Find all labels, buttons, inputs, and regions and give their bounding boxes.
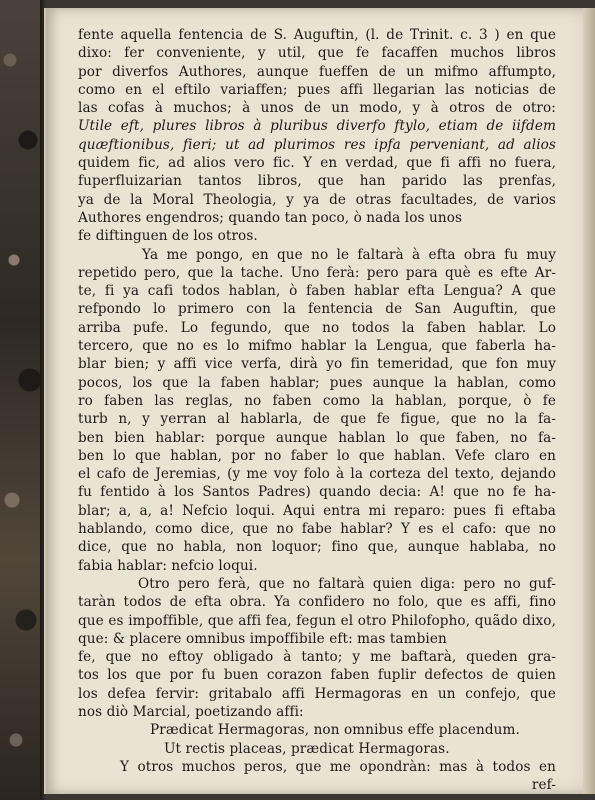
text-line: las cofas à muchos; à unos de un modo, y à otros de otro:: [78, 100, 556, 117]
text-line: fuperfluizarian tantos libros, que han parido las prenfas,: [78, 173, 556, 190]
paragraph-start: Otro pero ferà, que no faltarà quien diga: pero no guf-: [138, 575, 556, 592]
text-line: fabia hablar: nefcio loqui.: [78, 557, 258, 574]
marbled-cover-board: [0, 0, 46, 800]
text-line: ben bien hablar: porque aunque hablan lo que faben, no fa-: [78, 429, 556, 446]
page-edge: [583, 8, 595, 794]
text-line: los defea fervir: gritabalo affi Hermagoras en un confejo, que: [78, 685, 556, 702]
text-line: por diverfos Authores, aunque fueffen de un mifmo affumpto,: [78, 63, 556, 80]
paragraph-start: Ya me pongo, en que no le faltarà à efta obra fu muy: [142, 246, 556, 263]
catchword: ref-: [531, 777, 556, 794]
text-line: blar bien; y affi vice verfa, dirà yo fin temeridad, que fon muy: [78, 356, 556, 373]
text-line: taràn todos de efta obra. Ya confidero no folo, que es affi, fino: [78, 594, 556, 611]
text-line: blar; a, a, a! Nefcio loqui. Aqui entra mi reparo: pues fi eftaba: [78, 502, 556, 519]
text-line: que es impoffible, que affi fea, fegun el otro Philofopho, quãdo dixo, que: & placere omnibus impoffibile eft: mas tambien: [78, 612, 556, 647]
text-line: fe, que no eftoy obligado à tanto; y me baftarà, queden gra-: [78, 649, 556, 666]
text-line: fe diftinguen de los otros.: [78, 228, 258, 245]
text-line: nos diò Marcial, poetizando affi:: [78, 703, 304, 720]
text-line: fente aquella fentencia de S. Auguftin, (l. de Trinit. c. 3 ) en que: [78, 27, 556, 43]
text-line: como en el eftilo variaffen; pues affi llegarian las noticias de: [78, 81, 556, 98]
text-line: dice, que no habla, non loquor; fino que, aunque hablaba, no: [78, 539, 556, 556]
text-line: fu fentido à los Santos Padres) quando decia: A! que no fe ha-: [78, 484, 556, 501]
text-line: quidem fic, ad alios vero fic. Y en verdad, que fi affi no fuera,: [78, 155, 556, 172]
verse-line: Prædicat Hermagoras, non omnibus effe placendum.: [150, 722, 520, 739]
verse-line: Ut rectis placeas, prædicat Hermagoras.: [164, 740, 450, 757]
text-line: pocos, los que la faben hablar; pues aunque la hablan, como: [78, 374, 556, 391]
text-line: repetido pero, que la tache. Uno ferà: pero para què es efte Ar-: [78, 264, 556, 281]
page-text: [78, 26, 556, 794]
text-line: ya de la Moral Theologia, y ya de otras facultades, de varios Authores engendros; quando tan poco, ò nada los unos: [78, 191, 556, 226]
text-line: tercero, que no es lo mifmo hablar la Lengua, que faberla ha-: [78, 338, 556, 355]
text-line: refpondo lo primero con la fentencia de San Auguftin, que: [78, 301, 556, 318]
text-line: tos los que por fu buen corazon faben fuplir defectos de quien: [78, 667, 556, 684]
text-line: el cafo de Jeremias, (y me voy folo à la corteza del texto, dejando: [78, 466, 556, 483]
latin-quote-line: quæftionibus, fieri; ut ad plurimos res ipfa perveniant, ad alios: [78, 136, 556, 153]
text-line: dixo: fer conveniente, y util, que fe facaffen muchos libros: [78, 45, 556, 62]
book-page: [44, 8, 586, 794]
text-line: turb n, y yerran al hablarla, de que fe figue, que no la fa-: [78, 411, 556, 428]
paragraph-start: Y otros muchos peros, que me opondràn: mas à todos en: [120, 758, 556, 775]
latin-quote-line: Utile eft, plures libros à pluribus diverfo ftylo, etiam de iifdem: [78, 118, 556, 135]
text-line: ben lo que hablan, por no faber lo que hablan. Vefe claro en: [78, 447, 556, 464]
text-line: hablando, como dice, que no fabe hablar? Y es el cafo: que no: [78, 521, 556, 538]
text-line: te, fi ya cafi todos hablan, ò faben hablar efta Lengua? A que: [78, 283, 556, 300]
text-line: arriba pufe. Lo fegundo, que no todos la faben hablar. Lo: [78, 319, 556, 336]
text-line: ro faben las reglas, no faben como la hablan, porque, ò fe: [78, 392, 556, 409]
